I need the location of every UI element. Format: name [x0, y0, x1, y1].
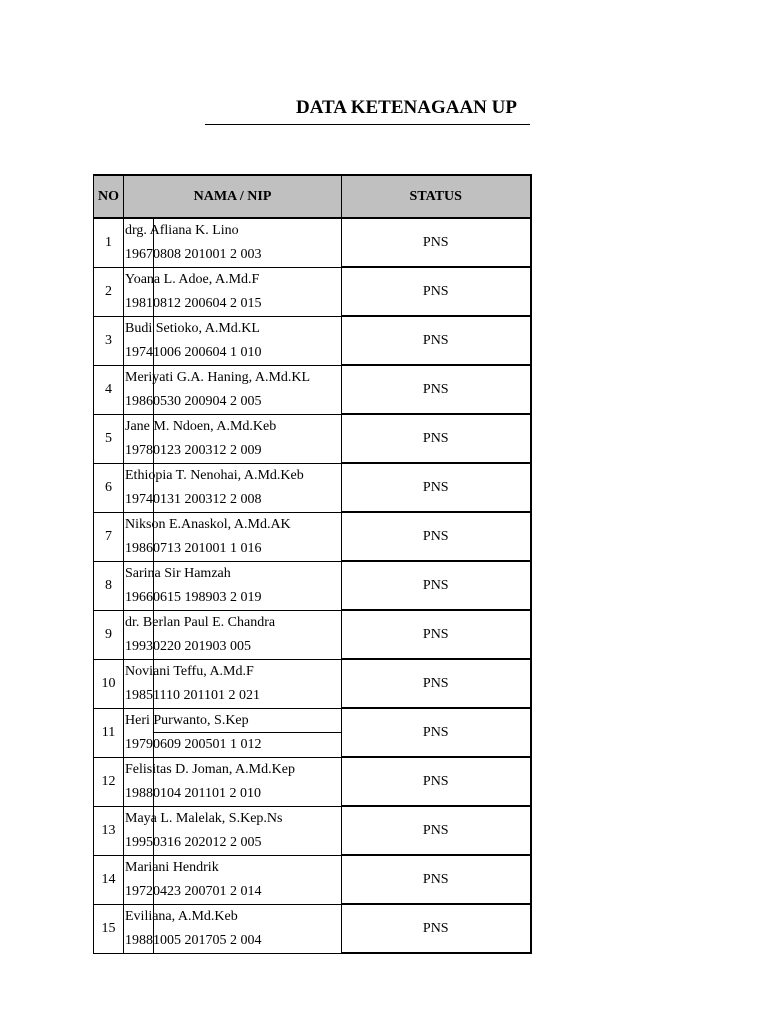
row-number: 11 — [94, 708, 124, 757]
table-row — [94, 757, 531, 806]
staff-name: Ethiopia T. Nenohai, A.Md.Keb — [125, 467, 304, 483]
row-number: 13 — [94, 806, 124, 855]
staff-nip: 19860530 200904 2 005 — [125, 393, 262, 409]
staff-name: Maya L. Malelak, S.Kep.Ns — [125, 810, 283, 826]
cell-divider — [153, 709, 154, 757]
staff-nip: 19880104 201101 2 010 — [125, 785, 261, 801]
staff-status: PNS — [342, 659, 531, 708]
staff-status: PNS — [342, 267, 531, 316]
table-row — [94, 904, 531, 953]
header-no: NO — [94, 175, 124, 218]
row-number: 5 — [94, 414, 124, 463]
table-row — [94, 365, 531, 414]
header-name-nip: NAMA / NIP — [124, 175, 342, 218]
row-number: 6 — [94, 463, 124, 512]
staff-nip: 19930220 201903 005 — [125, 638, 251, 654]
row-number: 3 — [94, 316, 124, 365]
staff-status: PNS — [342, 610, 531, 659]
cell-divider — [153, 317, 154, 365]
table-row — [94, 610, 531, 659]
cell-divider — [153, 366, 154, 414]
staff-name-nip-cell — [124, 904, 342, 953]
staff-status: PNS — [342, 512, 531, 561]
staff-name-nip-cell — [124, 561, 342, 610]
table-row — [94, 708, 531, 757]
row-number: 14 — [94, 855, 124, 904]
title-underline — [205, 124, 530, 125]
staff-nip: 19860713 201001 1 016 — [125, 540, 262, 556]
row-number: 2 — [94, 267, 124, 316]
staff-status: PNS — [342, 757, 531, 806]
cell-divider — [153, 905, 154, 953]
staff-nip: 19881005 201705 2 004 — [125, 932, 262, 948]
staff-nip: 19950316 202012 2 005 — [125, 834, 262, 850]
staff-status: PNS — [342, 904, 531, 953]
staff-nip: 19851110 201101 2 021 — [125, 687, 260, 703]
staff-nip: 19670808 201001 2 003 — [125, 247, 262, 262]
staff-name-nip-cell — [124, 708, 342, 757]
cell-divider — [153, 464, 154, 512]
staff-nip: 19660615 198903 2 019 — [125, 589, 262, 605]
cell-divider — [153, 611, 154, 659]
cell-divider — [153, 562, 154, 610]
table-row — [94, 659, 531, 708]
staff-name: Budi Setioko, A.Md.KL — [125, 320, 260, 336]
staff-nip: 19741006 200604 1 010 — [125, 344, 262, 360]
cell-divider — [153, 856, 154, 904]
cell-divider — [153, 732, 341, 733]
staff-table — [93, 174, 532, 954]
staff-nip: 19810812 200604 2 015 — [125, 295, 262, 311]
staff-name-nip-cell — [124, 316, 342, 365]
cell-divider — [153, 513, 154, 561]
staff-name-nip-cell — [124, 610, 342, 659]
staff-name: Noviani Teffu, A.Md.F — [125, 663, 254, 679]
staff-name: Jane M. Ndoen, A.Md.Keb — [125, 418, 277, 434]
staff-name: drg. Afliana K. Lino — [125, 223, 239, 238]
table-row — [94, 267, 531, 316]
row-number: 8 — [94, 561, 124, 610]
staff-name-nip-cell — [124, 218, 342, 267]
staff-status: PNS — [342, 463, 531, 512]
cell-divider — [153, 758, 154, 806]
staff-name: Nikson E.Anaskol, A.Md.AK — [125, 516, 291, 532]
table-row — [94, 463, 531, 512]
staff-name-nip-cell — [124, 855, 342, 904]
staff-status: PNS — [342, 414, 531, 463]
staff-name: Mariani Hendrik — [125, 859, 219, 875]
row-number: 1 — [94, 218, 124, 267]
cell-divider — [153, 219, 154, 267]
staff-name-nip-cell — [124, 414, 342, 463]
row-number: 7 — [94, 512, 124, 561]
staff-nip: 19740131 200312 2 008 — [125, 491, 262, 507]
staff-name: Yoana L. Adoe, A.Md.F — [125, 271, 260, 287]
row-number: 9 — [94, 610, 124, 659]
page-title: DATA KETENAGAAN UP — [296, 97, 517, 118]
staff-status: PNS — [342, 708, 531, 757]
table-body — [94, 218, 531, 953]
staff-name: Sarina Sir Hamzah — [125, 565, 231, 581]
staff-status: PNS — [342, 365, 531, 414]
table-header-row — [94, 175, 531, 218]
cell-divider — [153, 268, 154, 316]
staff-nip: 19720423 200701 2 014 — [125, 883, 262, 899]
staff-name: Heri Purwanto, S.Kep — [125, 712, 249, 728]
row-number: 12 — [94, 757, 124, 806]
staff-name-nip-cell — [124, 463, 342, 512]
table-row — [94, 855, 531, 904]
staff-name-nip-cell — [124, 512, 342, 561]
row-number: 4 — [94, 365, 124, 414]
table-row — [94, 316, 531, 365]
staff-status: PNS — [342, 218, 531, 267]
table-row — [94, 806, 531, 855]
staff-status: PNS — [342, 806, 531, 855]
staff-name-nip-cell — [124, 365, 342, 414]
staff-name: dr. Berlan Paul E. Chandra — [125, 614, 276, 630]
row-number: 15 — [94, 904, 124, 953]
staff-name-nip-cell — [124, 659, 342, 708]
staff-name-nip-cell — [124, 757, 342, 806]
staff-nip: 19780123 200312 2 009 — [125, 442, 262, 458]
staff-name-nip-cell — [124, 267, 342, 316]
table-row — [94, 512, 531, 561]
staff-name: Meriyati G.A. Haning, A.Md.KL — [125, 369, 311, 385]
table-row — [94, 218, 531, 267]
cell-divider — [153, 807, 154, 855]
staff-status: PNS — [342, 316, 531, 365]
staff-name: Felisitas D. Joman, A.Md.Kep — [125, 761, 295, 777]
cell-divider — [153, 660, 154, 708]
staff-nip: 19790609 200501 1 012 — [125, 736, 262, 752]
table-row — [94, 414, 531, 463]
header-status: STATUS — [342, 175, 531, 218]
staff-status: PNS — [342, 561, 531, 610]
staff-name: Eviliana, A.Md.Keb — [125, 908, 238, 924]
cell-divider — [153, 415, 154, 463]
table-row — [94, 561, 531, 610]
staff-name-nip-cell — [124, 806, 342, 855]
row-number: 10 — [94, 659, 124, 708]
staff-status: PNS — [342, 855, 531, 904]
